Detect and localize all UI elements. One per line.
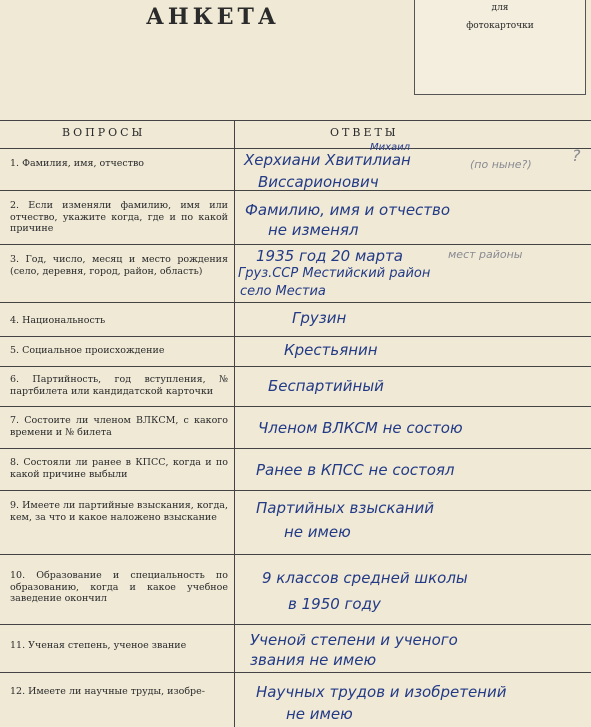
answers-column-header: ОТВЕТЫ — [330, 126, 399, 139]
question-3: 3. Год, число, месяц и место рождения (село, деревня, город, район, область) — [10, 254, 228, 277]
table-rule — [0, 448, 591, 449]
answer-11-line2: звания не имею — [250, 651, 377, 669]
answer-12-line1: Научных трудов и изобретений — [256, 683, 507, 701]
answer-10-line2: в 1950 году — [288, 595, 381, 613]
question-1: 1. Фамилия, имя, отчество — [10, 158, 145, 169]
answer-4: Грузин — [292, 309, 347, 327]
answer-1-correction: Михаил — [370, 142, 411, 153]
photo-label-line2: фотокарточки — [466, 21, 534, 31]
table-rule — [0, 302, 591, 303]
answer-1-pencil-note: (по ныне?) — [470, 158, 532, 171]
question-6: 6. Партийность, год вступления, № партбилета или кандидатской карточки — [10, 374, 228, 397]
answer-3-line1: 1935 год 20 марта — [256, 247, 403, 265]
answer-3-pencil-note: мест районы — [448, 248, 523, 261]
answer-11-line1: Ученой степени и ученого — [250, 631, 458, 649]
photo-label-line1: для — [491, 3, 509, 13]
questionnaire-table — [0, 118, 591, 727]
table-rule — [0, 672, 591, 673]
answer-3-line2: Груз.ССР Местийский район — [238, 266, 431, 281]
question-7: 7. Состоите ли членом ВЛКСМ, с какого времени и № билета — [10, 415, 228, 438]
answer-3-line3: село Местиа — [240, 284, 326, 299]
answer-8: Ранее в КПСС не состоял — [256, 461, 455, 479]
table-rule — [0, 624, 591, 625]
question-2: 2. Если изменяли фамилию, имя или отчество, укажите когда, где и по какой причине — [10, 200, 228, 234]
table-rule — [0, 366, 591, 367]
answer-7: Членом ВЛКСМ не состою — [258, 419, 463, 437]
answer-1-line2: Виссарионович — [258, 173, 379, 191]
question-5: 5. Социальное происхождение — [10, 345, 165, 356]
answer-1-text: Херхиани Хвитилиан — [244, 151, 411, 169]
question-10: 10. Образование и специальность по образованию, когда и какое учебное заведение окончил — [10, 570, 228, 604]
column-divider — [234, 120, 235, 727]
page-title: АНКЕТА — [146, 4, 280, 30]
question-9: 9. Имеете ли партийные взыскания, когда, кем, за что и какое наложено взыскание — [10, 500, 228, 523]
answer-2-line2: не изменял — [268, 221, 359, 239]
question-11: 11. Ученая степень, ученое звание — [10, 640, 187, 651]
answer-2-line1: Фамилию, имя и отчество — [245, 201, 451, 219]
table-rule — [0, 336, 591, 337]
table-rule — [0, 406, 591, 407]
questions-column-header: ВОПРОСЫ — [62, 126, 146, 139]
question-4: 4. Национальность — [10, 315, 106, 326]
answer-9-line2: не имею — [284, 523, 351, 541]
answer-12-line2: не имею — [286, 705, 353, 723]
table-rule — [0, 244, 591, 245]
table-rule — [0, 120, 591, 121]
answer-5: Крестьянин — [284, 341, 378, 359]
answer-1-mark: ? — [572, 146, 581, 165]
answer-6: Беспартийный — [268, 377, 384, 395]
table-rule — [0, 490, 591, 491]
photo-placeholder — [414, 0, 586, 95]
table-rule — [0, 554, 591, 555]
question-8: 8. Состояли ли ранее в КПСС, когда и по какой причине выбыли — [10, 457, 228, 480]
answer-9-line1: Партийных взысканий — [256, 499, 434, 517]
question-12: 12. Имеете ли научные труды, изобре- — [10, 686, 205, 697]
table-rule — [0, 148, 591, 149]
answer-10-line1: 9 классов средней школы — [262, 569, 468, 587]
